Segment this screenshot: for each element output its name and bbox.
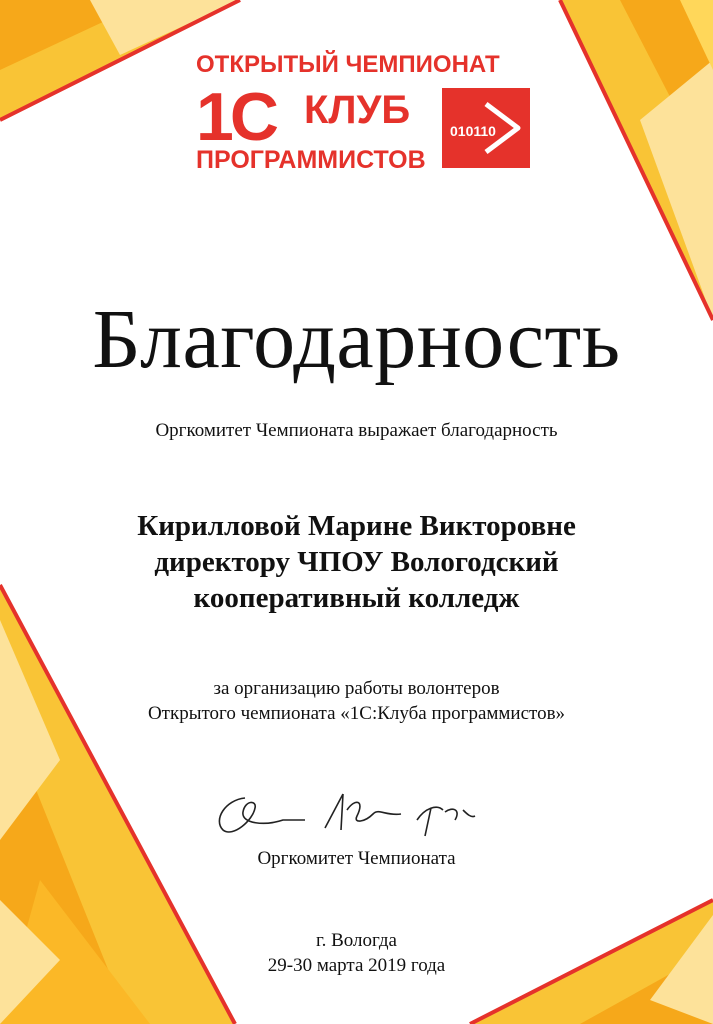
logo-line1: ОТКРЫТЫЙ ЧЕМПИОНАТ [196, 51, 500, 78]
place-date-block [0, 928, 713, 978]
recipient-name: Кирилловой Марине Викторовне [137, 510, 576, 542]
reason-line-2: Открытого чемпионата «1С:Клуба программистов» [147, 703, 566, 724]
certificate-title: Благодарность [92, 293, 621, 386]
logo-line3: ПРОГРАММИСТОВ [196, 146, 426, 174]
date: 29-30 марта 2019 года [267, 955, 446, 976]
logo-binary: 010110 [450, 123, 496, 139]
city: г. Вологда [315, 930, 397, 951]
handwritten-signature [205, 780, 495, 850]
recipient-organization: кооперативный колледж [193, 582, 520, 614]
recipient-block [0, 508, 713, 616]
championship-logo [196, 50, 536, 180]
reason-block [0, 676, 713, 726]
logo-club-word: КЛУБ [304, 88, 411, 132]
recipient-position: директору ЧПОУ Вологодский [154, 546, 559, 578]
intro-text: Оргкомитет Чемпионата выражает благодарность [155, 420, 558, 441]
logo-brand-mark: 1С [196, 79, 275, 155]
signature-caption: Оргкомитет Чемпионата [257, 848, 456, 869]
reason-line-1: за организацию работы волонтеров [213, 678, 500, 699]
top-right-corner-decoration [560, 0, 713, 320]
